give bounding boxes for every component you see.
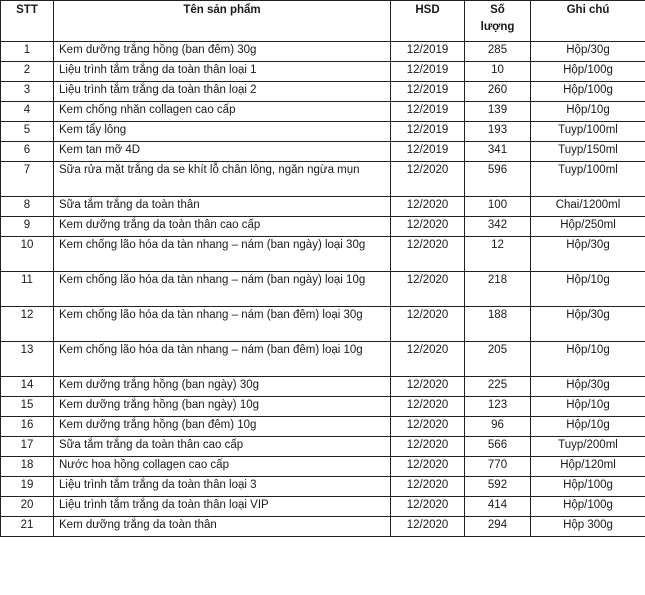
cell-stt: 20 [1, 497, 54, 517]
cell-note: Hộp/100g [531, 62, 645, 82]
cell-qty: 96 [465, 417, 531, 437]
table-row [1, 102, 645, 122]
cell-qty: 12 [465, 237, 531, 272]
cell-name: Sữa rửa mặt trắng da se khít lỗ chân lông, ngăn ngừa mụn [54, 162, 391, 197]
table-row [1, 437, 645, 457]
cell-qty: 123 [465, 397, 531, 417]
cell-qty: 260 [465, 82, 531, 102]
table-row [1, 457, 645, 477]
cell-note: Hộp/100g [531, 82, 645, 102]
cell-note: Hộp/100g [531, 477, 645, 497]
cell-name: Kem chống lão hóa da tàn nhang – nám (ban đêm) loại 10g [54, 342, 391, 377]
table-row [1, 122, 645, 142]
header-qty: Số lượng [465, 1, 531, 42]
cell-stt: 7 [1, 162, 54, 197]
cell-hsd: 12/2020 [391, 397, 465, 417]
cell-qty: 566 [465, 437, 531, 457]
cell-hsd: 12/2020 [391, 417, 465, 437]
cell-stt: 17 [1, 437, 54, 457]
cell-stt: 18 [1, 457, 54, 477]
header-row [1, 1, 645, 42]
cell-note: Hộp/30g [531, 377, 645, 397]
table-row [1, 142, 645, 162]
cell-qty: 414 [465, 497, 531, 517]
table-row [1, 42, 645, 62]
cell-stt: 10 [1, 237, 54, 272]
cell-note: Hộp/10g [531, 102, 645, 122]
cell-qty: 592 [465, 477, 531, 497]
cell-hsd: 12/2020 [391, 497, 465, 517]
cell-name: Liệu trình tắm trắng da toàn thân loại 2 [54, 82, 391, 102]
cell-qty: 294 [465, 517, 531, 537]
table-row [1, 417, 645, 437]
table-row [1, 517, 645, 537]
cell-stt: 16 [1, 417, 54, 437]
table-row [1, 377, 645, 397]
table-row [1, 197, 645, 217]
header-hsd: HSD [391, 1, 465, 42]
cell-name: Liệu trình tắm trắng da toàn thân loại 1 [54, 62, 391, 82]
cell-hsd: 12/2019 [391, 82, 465, 102]
cell-hsd: 12/2020 [391, 457, 465, 477]
table-row [1, 62, 645, 82]
cell-name: Kem dưỡng trắng hồng (ban đêm) 10g [54, 417, 391, 437]
cell-hsd: 12/2020 [391, 477, 465, 497]
cell-stt: 8 [1, 197, 54, 217]
cell-hsd: 12/2020 [391, 237, 465, 272]
cell-stt: 5 [1, 122, 54, 142]
table-row [1, 342, 645, 377]
cell-qty: 139 [465, 102, 531, 122]
cell-name: Kem chống lão hóa da tàn nhang – nám (ban đêm) loại 30g [54, 307, 391, 342]
cell-hsd: 12/2020 [391, 307, 465, 342]
cell-note: Tuyp/100ml [531, 122, 645, 142]
cell-stt: 4 [1, 102, 54, 122]
table-row [1, 217, 645, 237]
table-row [1, 497, 645, 517]
cell-name: Kem dưỡng trắng hồng (ban ngày) 30g [54, 377, 391, 397]
cell-note: Hộp/10g [531, 417, 645, 437]
cell-hsd: 12/2019 [391, 142, 465, 162]
cell-name: Kem dưỡng trắng da toàn thân [54, 517, 391, 537]
cell-note: Hộp/30g [531, 307, 645, 342]
cell-hsd: 12/2019 [391, 102, 465, 122]
cell-name: Nước hoa hồng collagen cao cấp [54, 457, 391, 477]
cell-name: Kem dưỡng trắng hồng (ban đêm) 30g [54, 42, 391, 62]
cell-note: Chai/1200ml [531, 197, 645, 217]
cell-hsd: 12/2020 [391, 272, 465, 307]
cell-stt: 3 [1, 82, 54, 102]
header-note: Ghi chú [531, 1, 645, 42]
cell-qty: 193 [465, 122, 531, 142]
cell-stt: 14 [1, 377, 54, 397]
cell-name: Kem dưỡng trắng da toàn thân cao cấp [54, 217, 391, 237]
cell-qty: 10 [465, 62, 531, 82]
cell-stt: 6 [1, 142, 54, 162]
cell-note: Tuyp/150ml [531, 142, 645, 162]
cell-qty: 188 [465, 307, 531, 342]
cell-name: Kem tan mỡ 4D [54, 142, 391, 162]
cell-stt: 13 [1, 342, 54, 377]
cell-hsd: 12/2020 [391, 517, 465, 537]
table-row [1, 272, 645, 307]
cell-note: Hộp/250ml [531, 217, 645, 237]
header-stt: STT [1, 1, 54, 42]
cell-stt: 11 [1, 272, 54, 307]
cell-name: Kem dưỡng trắng hồng (ban ngày) 10g [54, 397, 391, 417]
cell-hsd: 12/2019 [391, 62, 465, 82]
table-row [1, 397, 645, 417]
cell-note: Tuyp/100ml [531, 162, 645, 197]
cell-hsd: 12/2019 [391, 122, 465, 142]
cell-note: Hộp/100g [531, 497, 645, 517]
cell-note: Hộp/10g [531, 342, 645, 377]
table-body [1, 42, 645, 537]
cell-hsd: 12/2020 [391, 437, 465, 457]
cell-qty: 205 [465, 342, 531, 377]
cell-qty: 596 [465, 162, 531, 197]
cell-hsd: 12/2020 [391, 217, 465, 237]
cell-stt: 12 [1, 307, 54, 342]
cell-note: Hộp/10g [531, 272, 645, 307]
cell-hsd: 12/2020 [391, 162, 465, 197]
cell-stt: 1 [1, 42, 54, 62]
cell-stt: 15 [1, 397, 54, 417]
cell-name: Sữa tắm trắng da toàn thân [54, 197, 391, 217]
table-row [1, 162, 645, 197]
cell-name: Kem tẩy lông [54, 122, 391, 142]
cell-name: Liệu trình tắm trắng da toàn thân loại VIP [54, 497, 391, 517]
table-row [1, 237, 645, 272]
table-row [1, 477, 645, 497]
cell-note: Hộp/30g [531, 237, 645, 272]
cell-name: Kem chống lão hóa da tàn nhang – nám (ban ngày) loại 10g [54, 272, 391, 307]
cell-hsd: 12/2020 [391, 342, 465, 377]
cell-name: Kem chống lão hóa da tàn nhang – nám (ban ngày) loại 30g [54, 237, 391, 272]
cell-note: Hộp/30g [531, 42, 645, 62]
cell-name: Liệu trình tắm trắng da toàn thân loại 3 [54, 477, 391, 497]
cell-qty: 225 [465, 377, 531, 397]
cell-stt: 2 [1, 62, 54, 82]
cell-qty: 285 [465, 42, 531, 62]
header-name: Tên sản phẩm [54, 1, 391, 42]
cell-qty: 100 [465, 197, 531, 217]
cell-stt: 21 [1, 517, 54, 537]
cell-hsd: 12/2020 [391, 197, 465, 217]
cell-qty: 341 [465, 142, 531, 162]
cell-qty: 770 [465, 457, 531, 477]
cell-name: Kem chống nhăn collagen cao cấp [54, 102, 391, 122]
cell-stt: 19 [1, 477, 54, 497]
cell-note: Tuyp/200ml [531, 437, 645, 457]
cell-note: Hộp/10g [531, 397, 645, 417]
cell-qty: 342 [465, 217, 531, 237]
cell-name: Sữa tắm trắng da toàn thân cao cấp [54, 437, 391, 457]
cell-hsd: 12/2019 [391, 42, 465, 62]
cell-hsd: 12/2020 [391, 377, 465, 397]
cell-note: Hộp 300g [531, 517, 645, 537]
table-row [1, 82, 645, 102]
cell-stt: 9 [1, 217, 54, 237]
cell-note: Hộp/120ml [531, 457, 645, 477]
cell-qty: 218 [465, 272, 531, 307]
table-row [1, 307, 645, 342]
